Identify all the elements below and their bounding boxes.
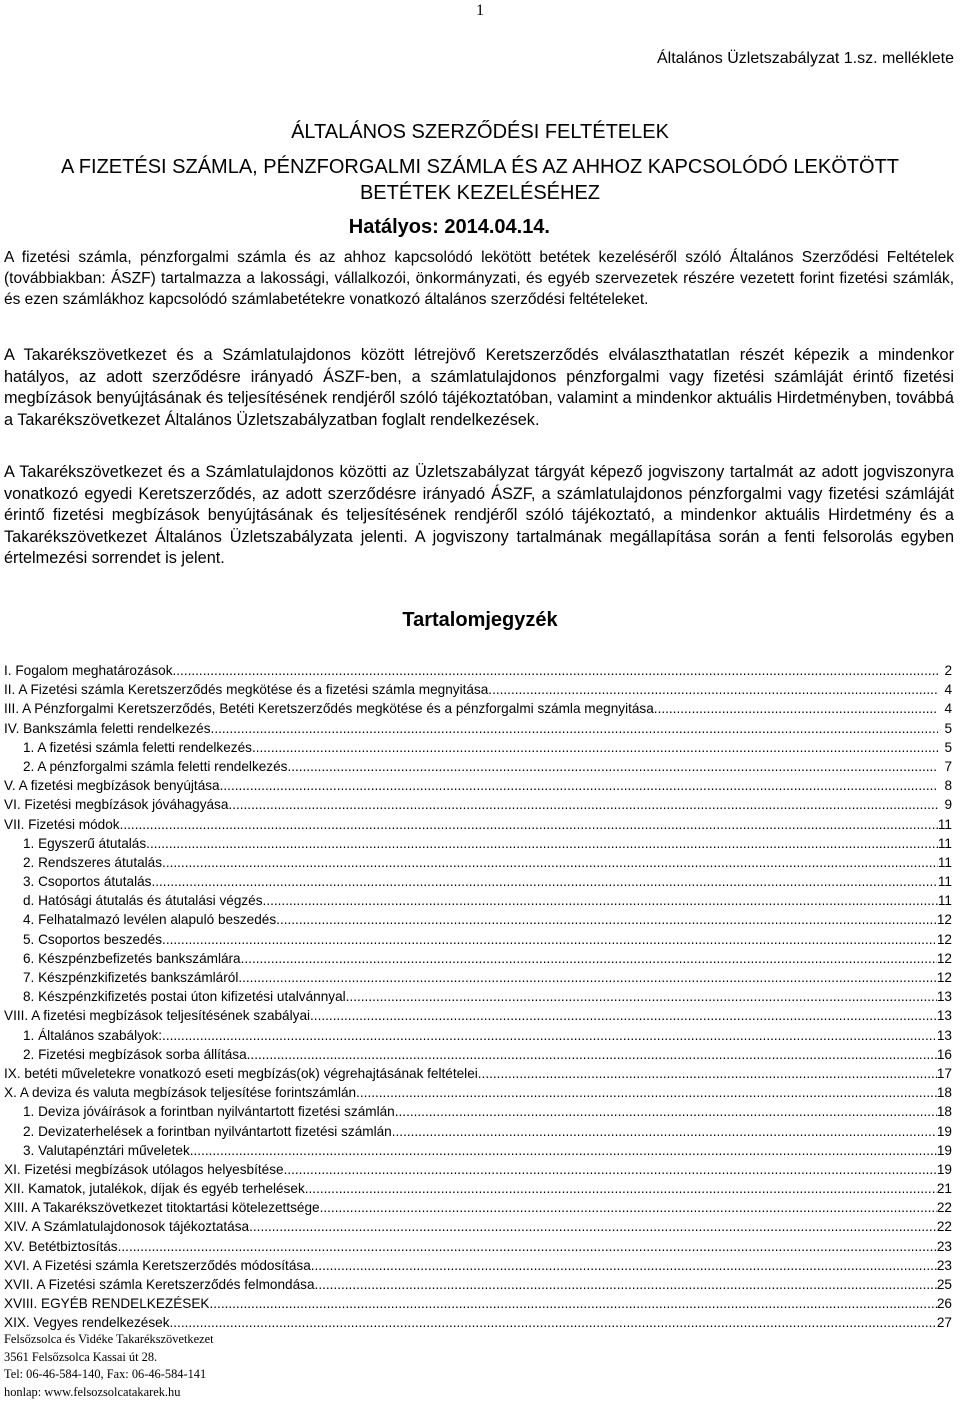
toc-dot-leader <box>162 853 938 872</box>
toc-entry-page: 11 <box>937 816 952 832</box>
toc-dot-leader <box>310 1006 937 1025</box>
toc-dot-leader <box>210 1294 937 1313</box>
toc-entry[interactable] <box>4 834 952 853</box>
toc-dot-leader <box>118 1237 937 1256</box>
toc-dot-leader <box>249 1217 937 1236</box>
toc-dot-leader <box>247 1045 937 1064</box>
toc-dot-leader <box>488 680 938 699</box>
toc-entry-page: 4 <box>944 682 952 698</box>
toc-entry[interactable] <box>4 699 952 718</box>
toc-entry-page: 11 <box>937 874 952 890</box>
toc-entry-page: 13 <box>936 989 952 1005</box>
document-subtitle-line1: A FIZETÉSI SZÁMLA, PÉNZFORGALMI SZÁMLA ÉS AZ AHHOZ KAPCSOLÓDÓ LEKÖTÖTT <box>61 156 899 178</box>
toc-entry[interactable] <box>4 968 952 987</box>
toc-entry-label: V. A fizetési megbízások benyújtása <box>4 778 220 794</box>
toc-dot-leader <box>392 1122 937 1141</box>
toc-entry-label: 8. Készpénzkifizetés postai úton kifizetési utalvánnyal <box>23 989 346 1005</box>
toc-dot-leader <box>238 968 937 987</box>
toc-entry[interactable] <box>4 853 952 872</box>
toc-entry-page: 23 <box>936 1257 952 1273</box>
toc-entry-page: 23 <box>936 1238 952 1254</box>
toc-dot-leader <box>151 872 937 891</box>
toc-dot-leader <box>356 1083 937 1102</box>
toc-entry-label: XV. Betétbiztosítás <box>4 1238 118 1254</box>
toc-entry-label: 7. Készpénzkifizetés bankszámláról <box>23 970 239 985</box>
toc-dot-leader <box>120 815 938 834</box>
toc-entry-page: 19 <box>936 1161 952 1177</box>
toc-entry[interactable] <box>4 1141 952 1160</box>
toc-entry-page: 9 <box>944 797 952 813</box>
toc-dot-leader <box>220 776 938 795</box>
toc-entry-page: 18 <box>936 1104 952 1120</box>
toc-entry[interactable] <box>4 1275 952 1294</box>
toc-dot-leader <box>276 910 937 929</box>
toc-entry-page: 12 <box>936 912 952 928</box>
toc-dot-leader <box>162 1026 937 1045</box>
footer-company: Felsőzsolca és Vidéke Takarékszövetkezet <box>4 1332 214 1346</box>
toc-entry[interactable] <box>4 1045 952 1064</box>
toc-dot-leader <box>252 738 938 757</box>
toc-dot-leader <box>395 1102 937 1121</box>
toc-dot-leader <box>311 1256 937 1275</box>
toc-entry-page: 27 <box>936 1315 952 1331</box>
toc-entry[interactable] <box>4 1237 952 1256</box>
toc-title: Tartalomjegyzék <box>402 609 558 631</box>
toc-dot-leader <box>284 1160 937 1179</box>
toc-entry-label: IX. betéti műveletekre vonatkozó eseti megbízás(ok) végrehajtásának feltételei <box>4 1065 478 1081</box>
toc-dot-leader <box>173 661 939 680</box>
toc-dot-leader <box>287 757 938 776</box>
toc-entry[interactable] <box>4 949 952 968</box>
toc-entry-page: 26 <box>936 1296 952 1312</box>
toc-entry-label: 3. Csoportos átutalás <box>23 874 152 890</box>
document-title: ÁLTALÁNOS SZERZŐDÉSI FELTÉTELEK <box>291 121 669 143</box>
toc-entry-label: 2. Rendszeres átutalás <box>23 854 163 870</box>
toc-entry-page: 5 <box>944 739 952 755</box>
toc-entry-label: XIII. A Takarékszövetkezet titoktartási kötelezettsége <box>4 1200 320 1216</box>
toc-entry-label: 4. Felhatalmazó levélen alapuló beszedés <box>23 912 277 928</box>
toc-entry-label: 1. Egyszerű átutalás <box>23 835 147 851</box>
title-block <box>0 118 960 240</box>
toc-entry-page: 17 <box>936 1065 952 1081</box>
toc-entry-page: 11 <box>937 893 952 909</box>
page-number: 1 <box>476 2 484 19</box>
toc-entry-page: 21 <box>936 1181 952 1197</box>
toc-entry[interactable] <box>4 1256 952 1275</box>
toc-entry-label: 2. A pénzforgalmi számla feletti rendelkezés <box>23 758 288 774</box>
toc-dot-leader <box>315 1275 937 1294</box>
toc-entry-page: 2 <box>944 663 952 678</box>
toc-entry-label: II. A Fizetési számla Keretszerződés megkötése és a fizetési számla megnyitása <box>4 682 489 698</box>
toc-entry-page: 7 <box>944 758 952 774</box>
toc-dot-leader <box>320 1198 937 1217</box>
toc-entry[interactable] <box>4 1026 952 1045</box>
annex-label: Általános Üzletszabályzat 1.sz. melléklete <box>656 50 954 67</box>
toc-entry[interactable] <box>4 1217 952 1236</box>
toc-entry[interactable] <box>4 661 952 680</box>
toc-entry[interactable] <box>4 1102 952 1121</box>
toc-entry-label: XVI. A Fizetési számla Keretszerződés módosítása <box>4 1257 311 1273</box>
toc-entry-page: 12 <box>936 931 952 947</box>
toc-entry-page: 11 <box>937 854 952 870</box>
toc-entry[interactable] <box>4 815 952 834</box>
toc-entry[interactable] <box>4 719 952 738</box>
intro-paragraph-1: A fizetési számla, pénzforgalmi számla és az ahhoz kapcsolódó lekötött betétek kezeléséről szóló Általános Szerződési Feltételek (továbbiakban: ÁSZF) tartalmazza a lakossági, vállalkozói, önkormányzati, és egyéb szervezetek részére vezetett forint fizetési számlák, és ezen számlákhoz kapcsolódó számlabetétekre vonatkozó általános szerződési feltételeket. <box>4 249 954 308</box>
toc-entry[interactable] <box>4 891 952 910</box>
toc-dot-leader <box>346 987 937 1006</box>
document-subtitle-line2: BETÉTEK KEZELÉSÉHEZ <box>359 182 601 204</box>
toc-entry[interactable] <box>4 776 952 795</box>
toc-entry[interactable] <box>4 1179 952 1198</box>
toc-entry-label: XIV. A Számlatulajdonosok tájékoztatása <box>4 1219 250 1235</box>
toc-entry-label: XIX. Vegyes rendelkezések <box>4 1315 170 1331</box>
toc-entry-label: 6. Készpénzbefizetés bankszámlára <box>23 950 241 966</box>
footer <box>4 1331 214 1401</box>
toc-dot-leader <box>170 1313 937 1332</box>
toc-entry[interactable] <box>4 930 952 949</box>
footer-phone: Tel: 06-46-584-140, Fax: 06-46-584-141 <box>4 1367 207 1381</box>
toc-entry-label: III. A Pénzforgalmi Keretszerződés, Betéti Keretszerződés megkötése és a pénzforgalmi számla megnyitása <box>4 701 654 717</box>
toc-dot-leader <box>654 699 938 718</box>
toc-entry[interactable] <box>4 680 952 699</box>
toc-entry-page: 5 <box>944 720 952 736</box>
toc-dot-leader <box>478 1064 937 1083</box>
intro-paragraph-2: A Takarékszövetkezet és a Számlatulajdonos között létrejövő Keretszerződés elválaszthatatlan részét képezik a mindenkor hatályos, az adott szerződésre irányadó ÁSZF-ben, a számlatulajdonos pénzforgalmi vagy fizetési számláját érintő fizetési megbízások benyújtásának és teljesítésének rendjéről szóló tájékoztatóban, valamint a mindenkor aktuális Hirdetményben, továbbá a Takarékszövetkezet Általános Üzletszabályzatban foglalt rendelkezések. <box>4 346 954 429</box>
toc-entry-label: d. Hatósági átutalás és átutalási végzés <box>23 893 263 909</box>
toc-entry-label: 2. Devizaterhelések a forintban nyilvántartott fizetési számlán <box>23 1123 392 1139</box>
toc-entry[interactable] <box>4 872 952 891</box>
toc-entry[interactable] <box>4 1006 952 1025</box>
toc-entry-label: 2. Fizetési megbízások sorba állítása <box>23 1046 247 1062</box>
toc-dot-leader <box>228 795 938 814</box>
toc-entry-label: I. Fogalom meghatározások <box>4 663 173 678</box>
toc-entry[interactable] <box>4 1083 952 1102</box>
toc-entry[interactable] <box>4 1313 952 1332</box>
toc-entry[interactable] <box>4 987 952 1006</box>
toc-entry-page: 11 <box>937 835 952 851</box>
toc-entry-page: 13 <box>936 1027 952 1043</box>
toc-entry-page: 16 <box>936 1046 952 1062</box>
toc-dot-leader <box>263 891 938 910</box>
toc-entry[interactable] <box>4 757 952 776</box>
toc-entry-page: 12 <box>936 950 952 966</box>
toc-entry-page: 25 <box>936 1277 952 1292</box>
toc-entry-page: 13 <box>936 1008 952 1024</box>
toc-entry-label: XVII. A Fizetési számla Keretszerződés felmondása <box>4 1277 315 1292</box>
toc-entry-label: 3. Valutapénztári műveletek <box>23 1142 190 1158</box>
footer-address: 3561 Felsőzsolca Kassai út 28. <box>4 1349 158 1364</box>
toc-entry[interactable] <box>4 910 952 929</box>
toc-dot-leader <box>162 930 937 949</box>
toc-dot-leader <box>190 1141 937 1160</box>
toc-entry-label: 5. Csoportos beszedés <box>23 931 163 947</box>
toc-dot-leader <box>211 719 938 738</box>
toc-entry[interactable] <box>4 1294 952 1313</box>
toc-entry-page: 12 <box>936 970 952 985</box>
toc-entry-page: 19 <box>936 1123 952 1139</box>
toc-entry[interactable] <box>4 1198 952 1217</box>
toc-entry-page: 8 <box>944 778 952 794</box>
toc-entry-label: XII. Kamatok, jutalékok, díjak és egyéb terhelések <box>4 1181 305 1197</box>
table-of-contents <box>4 661 952 1333</box>
toc-entry[interactable] <box>4 795 952 814</box>
toc-entry-label: 1. Deviza jóváírások a forintban nyilvántartott fizetési számlán <box>23 1104 395 1120</box>
toc-entry-label: 1. A fizetési számla feletti rendelkezés <box>23 739 252 755</box>
toc-entry-label: X. A deviza és valuta megbízások teljesítése forintszámlán <box>4 1085 357 1101</box>
toc-entry[interactable] <box>4 1122 952 1141</box>
toc-entry-page: 22 <box>936 1219 952 1235</box>
toc-entry[interactable] <box>4 1064 952 1083</box>
toc-entry[interactable] <box>4 738 952 757</box>
toc-entry-label: VI. Fizetési megbízások jóváhagyása <box>4 797 229 813</box>
toc-entry[interactable] <box>4 1160 952 1179</box>
intro-paragraph-3: A Takarékszövetkezet és a Számlatulajdonos közötti az Üzletszabályzat tárgyát képező jogviszony tartalmát az adott jogviszonyra vonatkozó egyedi Keretszerződés, az adott szerződésre irányadó ÁSZF, a számlatulajdonos pénzforgalmi vagy fizetési számláját érintő fizetési megbízások benyújtásának és teljesítésének rendjéről szóló tájékoztató, a mindenkor aktuális Hirdetmény és a Takarékszövetkezet Általános Üzletszabályzata jelenti. A jogviszony tartalmának megállapítása során a fenti felsorolás egyben értelmezési sorrendet is jelent. <box>4 463 954 568</box>
toc-entry-label: 1. Általános szabályok: <box>23 1027 163 1043</box>
toc-entry-label: VII. Fizetési módok <box>4 816 120 832</box>
toc-entry-label: IV. Bankszámla feletti rendelkezés <box>4 720 211 736</box>
toc-dot-leader <box>305 1179 937 1198</box>
toc-entry-page: 4 <box>944 701 952 717</box>
toc-entry-label: XI. Fizetési megbízások utólagos helyesbítése <box>4 1161 284 1177</box>
toc-entry-page: 22 <box>936 1200 952 1216</box>
toc-entry-page: 19 <box>936 1142 952 1158</box>
toc-entry-label: XVIII. EGYÉB RENDELKEZÉSEK <box>4 1296 210 1312</box>
toc-entry-label: VIII. A fizetési megbízások teljesítésének szabályai <box>4 1008 311 1024</box>
footer-website: honlap: www.felsozsolcatakarek.hu <box>4 1384 181 1399</box>
toc-entry-page: 18 <box>936 1085 952 1101</box>
effective-date: Hatályos: 2014.04.14. <box>348 216 550 238</box>
toc-dot-leader <box>146 834 938 853</box>
toc-dot-leader <box>241 949 937 968</box>
